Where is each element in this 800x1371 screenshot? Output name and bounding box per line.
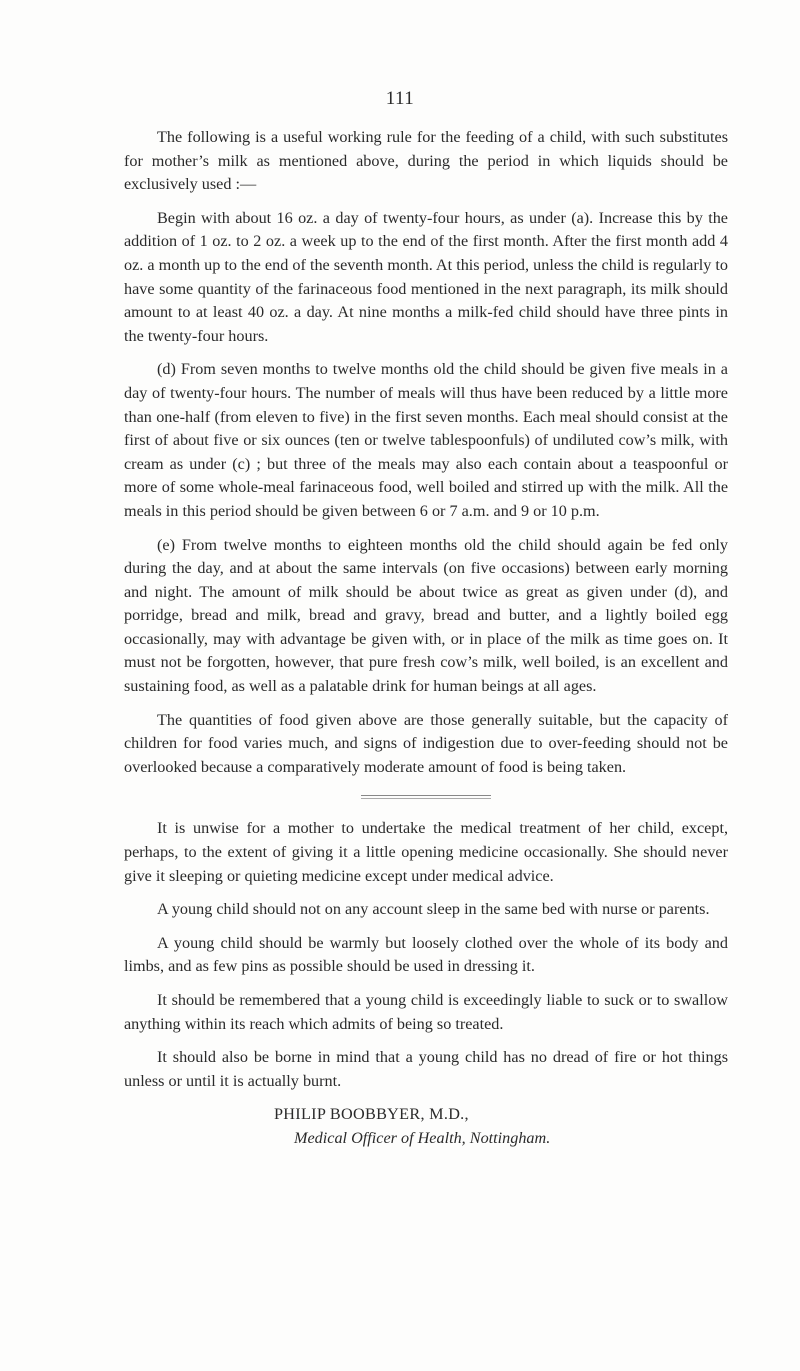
section-divider — [361, 795, 491, 799]
signature-block — [124, 1103, 728, 1150]
paragraph: A young child should not on any account sleep in the same bed with nurse or parents. — [157, 900, 710, 919]
paragraph: It is unwise for a mother to undertake the medical treatment of her child, except, perhaps, to the extent of giving it a little opening medicine occasionally. She should never give it sleeping or quieting medicine except under medical advice. — [124, 819, 728, 885]
paragraph: It should be remembered that a young child is exceedingly liable to suck or to swallow anything within its reach which admits of being so treated. — [124, 991, 728, 1033]
signature-name: PHILIP BOOBBYER, M.D., — [274, 1105, 469, 1124]
paragraph: It should also be borne in mind that a young child has no dread of fire or hot things unless or until it is actually burnt. — [124, 1048, 728, 1090]
paragraph: Begin with about 16 oz. a day of twenty-four hours, as under (a). Increase this by the addition of 1 oz. to 2 oz. a week up to the end of the first month. After the first month add 4 oz. a month up to the end of the seventh month. At this period, unless the child is regularly to have some quantity of the farinaceous food mentioned in the next paragraph, its milk should amount to at least 40 oz. a day. At nine months a milk-fed child should have three pints in the twenty-four hours. — [124, 208, 728, 345]
paragraph: The quantities of food given above are those generally suitable, but the capacity of children for food varies much, and signs of indigestion due to over-feeding should not be overlooked because a comparatively moderate amount of food is being taken. — [124, 710, 728, 776]
document-body — [124, 126, 728, 1151]
paragraph: (d) From seven months to twelve months old the child should be given five meals in a day of twenty-four hours. The number of meals will thus have been reduced by a little more than one-half (from eleven to five) in the first seven months. Each meal should consist at the first of about five or six ounces (ten or twelve tablespoonfuls) of undiluted cow’s milk, with cream as under (c) ; but three of the meals may also each contain about a teaspoonful or more of some whole-meal farinaceous food, well boiled and stirred up with the milk. All the meals in this period should be given between 6 or 7 a.m. and 9 or 10 p.m. — [124, 360, 728, 520]
page-number: 111 — [385, 88, 415, 109]
signature-title: Medical Officer of Health, Nottingham. — [294, 1128, 551, 1147]
paragraph: A young child should be warmly but loosely clothed over the whole of its body and limbs, and as few pins as possible should be used in dressing it. — [124, 933, 728, 976]
paragraph: The following is a useful working rule for the feeding of a child, with such substitutes for mother’s milk as mentioned above, during the period in which liquids should be exclusively used :— — [124, 128, 728, 194]
paragraph: (e) From twelve months to eighteen months old the child should again be fed only during the day, and at about the same intervals (on five occasions) between early morning and night. The amount of milk should be about twice as great as given under (d), and porridge, bread and milk, bread and gravy, bread and butter, and a lightly boiled egg occasionally, may with advantage be given with, or in place of the milk as time goes on. It must not be forgotten, however, that pure fresh cow’s milk, well boiled, is an excellent and sustaining food, as well as a palatable drink for human beings at all ages. — [124, 535, 728, 696]
